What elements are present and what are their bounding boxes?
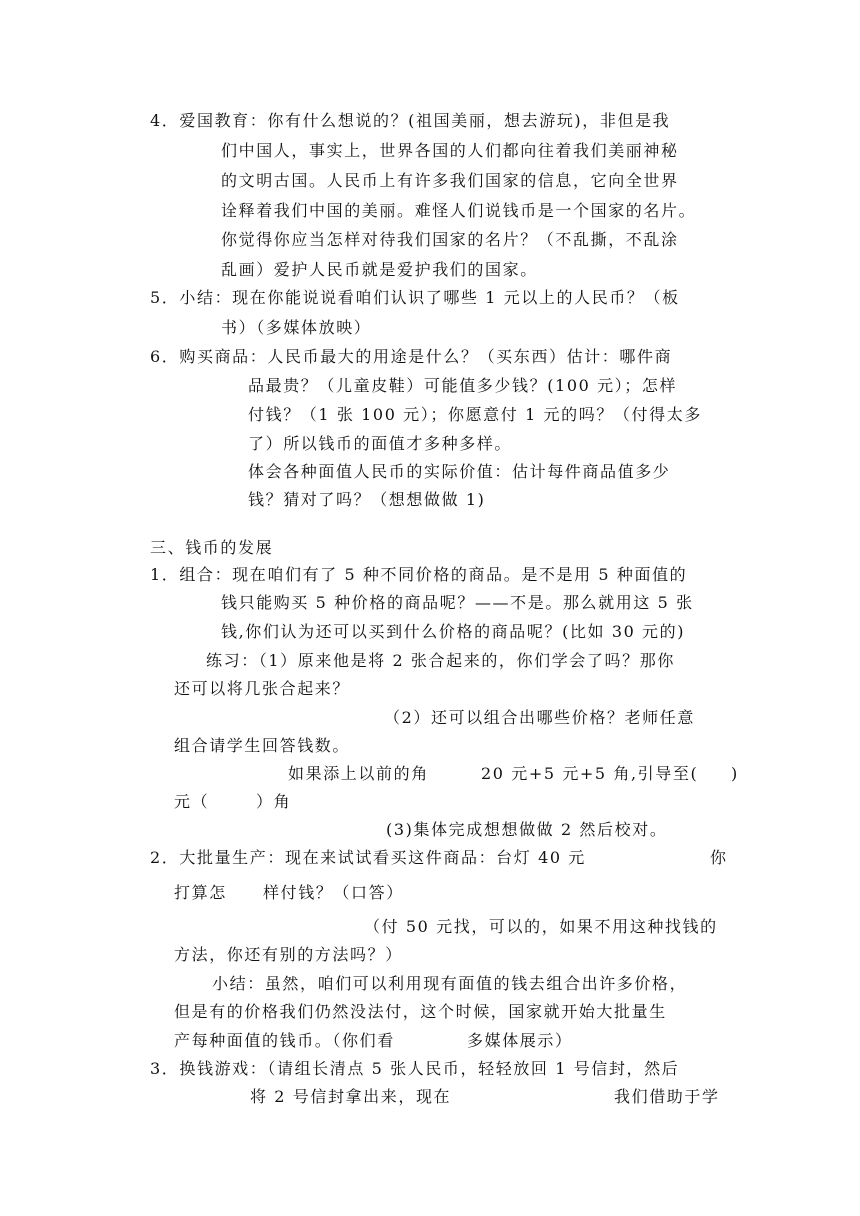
section-heading: 三、钱币的发展: [150, 538, 274, 557]
practice-line-5b: 20 元+5 元+5 角,引导至(: [481, 764, 699, 783]
item-3-line-1: 3．换钱游戏：（请组长清点 5 张人民币，轻轻放回 1 号信封，然后: [150, 1059, 680, 1078]
item-5-line-1: 5．小结：现在你能说说看咱们认识了哪些 1 元以上的人民币？（板: [150, 288, 680, 307]
item-1-line-2: 钱只能购买 5 种价格的商品呢？——不是。那么就用这 5 张: [221, 593, 694, 612]
practice-line-7: (3)集体完成想想做做 2 然后校对。: [386, 820, 668, 839]
item-6-line-4: 了）所以钱币的面值才多种多样。: [248, 434, 513, 453]
summary-line-2: 但是有的价格我们仍然没法付，这个时候，国家就开始大批量生: [174, 1002, 667, 1021]
practice-line-5c: ): [731, 764, 739, 783]
item-4-line-5: 你觉得你应当怎样对待我们国家的名片？（不乱撕，不乱涂: [221, 230, 679, 249]
practice-line-1: 练习：（1）原来他是将 2 张合起来的，你们学会了吗？那你: [206, 651, 675, 670]
item-6-line-3: 付钱？（1 张 100 元）；你愿意付 1 元的吗？（付得太多: [248, 405, 702, 424]
practice-line-4: 组合请学生回答钱数。: [174, 736, 351, 755]
item-2-line-2b: 样付钱？（口答）: [263, 883, 404, 902]
item-2-line-1a: 2．大批量生产：现在来试试看买这件商品：台灯 40 元: [150, 848, 586, 867]
practice-line-5a: 如果添上以前的角: [288, 764, 429, 783]
item-3-line-2a: 将 2 号信封拿出来，现在: [250, 1087, 452, 1106]
summary-line-3a: 产每种面值的钱币。（你们看: [174, 1031, 395, 1050]
item-2-line-4: 方法，你还有别的方法吗？）: [174, 945, 403, 964]
item-4-line-3: 的文明古国。人民币上有许多我们国家的信息，它向全世界: [221, 171, 679, 190]
item-6-line-1: 6．购买商品：人民币最大的用途是什么？（买东西）估计：哪件商: [150, 347, 673, 366]
summary-line-1: 小结：虽然，咱们可以利用现有面值的钱去组合出许多价格，: [212, 974, 688, 993]
item-4-line-1: 4．爱国教育：你有什么想说的？(祖国美丽，想去游玩)，非但是我: [150, 111, 671, 130]
practice-line-3: （2）还可以组合出哪些价格？老师任意: [384, 708, 695, 727]
summary-line-3b: 多媒体展示）: [467, 1031, 573, 1050]
item-4-line-6: 乱画）爱护人民币就是爱护我们的国家。: [221, 260, 538, 279]
item-4-line-2: 们中国人，事实上，世界各国的人们都向往着我们美丽神秘: [221, 141, 679, 160]
practice-line-6b: ）角: [256, 792, 292, 811]
practice-line-2: 还可以将几张合起来？: [174, 679, 351, 698]
item-4-line-4: 诠释着我们中国的美丽。难怪人们说钱币是一个国家的名片。: [221, 201, 697, 220]
item-2-line-1b: 你: [710, 848, 728, 867]
item-1-line-3: 钱,你们认为还可以买到什么价格的商品呢？(比如 30 元的): [221, 622, 686, 641]
item-3-line-2b: 我们借助于学: [614, 1087, 720, 1106]
item-2-line-2a: 打算怎: [174, 883, 227, 902]
item-6-line-2: 品最贵？（儿童皮鞋）可能值多少钱？(100 元）；怎样: [248, 376, 678, 395]
item-2-line-3: （付 50 元找，可以的，如果不用这种找钱的: [364, 917, 718, 936]
item-6-line-5: 体会各种面值人民币的实际价值：估计每件商品值多少: [248, 462, 671, 481]
item-1-line-1: 1．组合：现在咱们有了 5 种不同价格的商品。是不是用 5 种面值的: [150, 565, 688, 584]
item-6-line-6: 钱？猜对了吗？（想想做做 1): [248, 490, 486, 509]
practice-line-6a: 元（: [174, 792, 210, 811]
item-5-line-2: 书）（多媒体放映）: [221, 318, 372, 337]
